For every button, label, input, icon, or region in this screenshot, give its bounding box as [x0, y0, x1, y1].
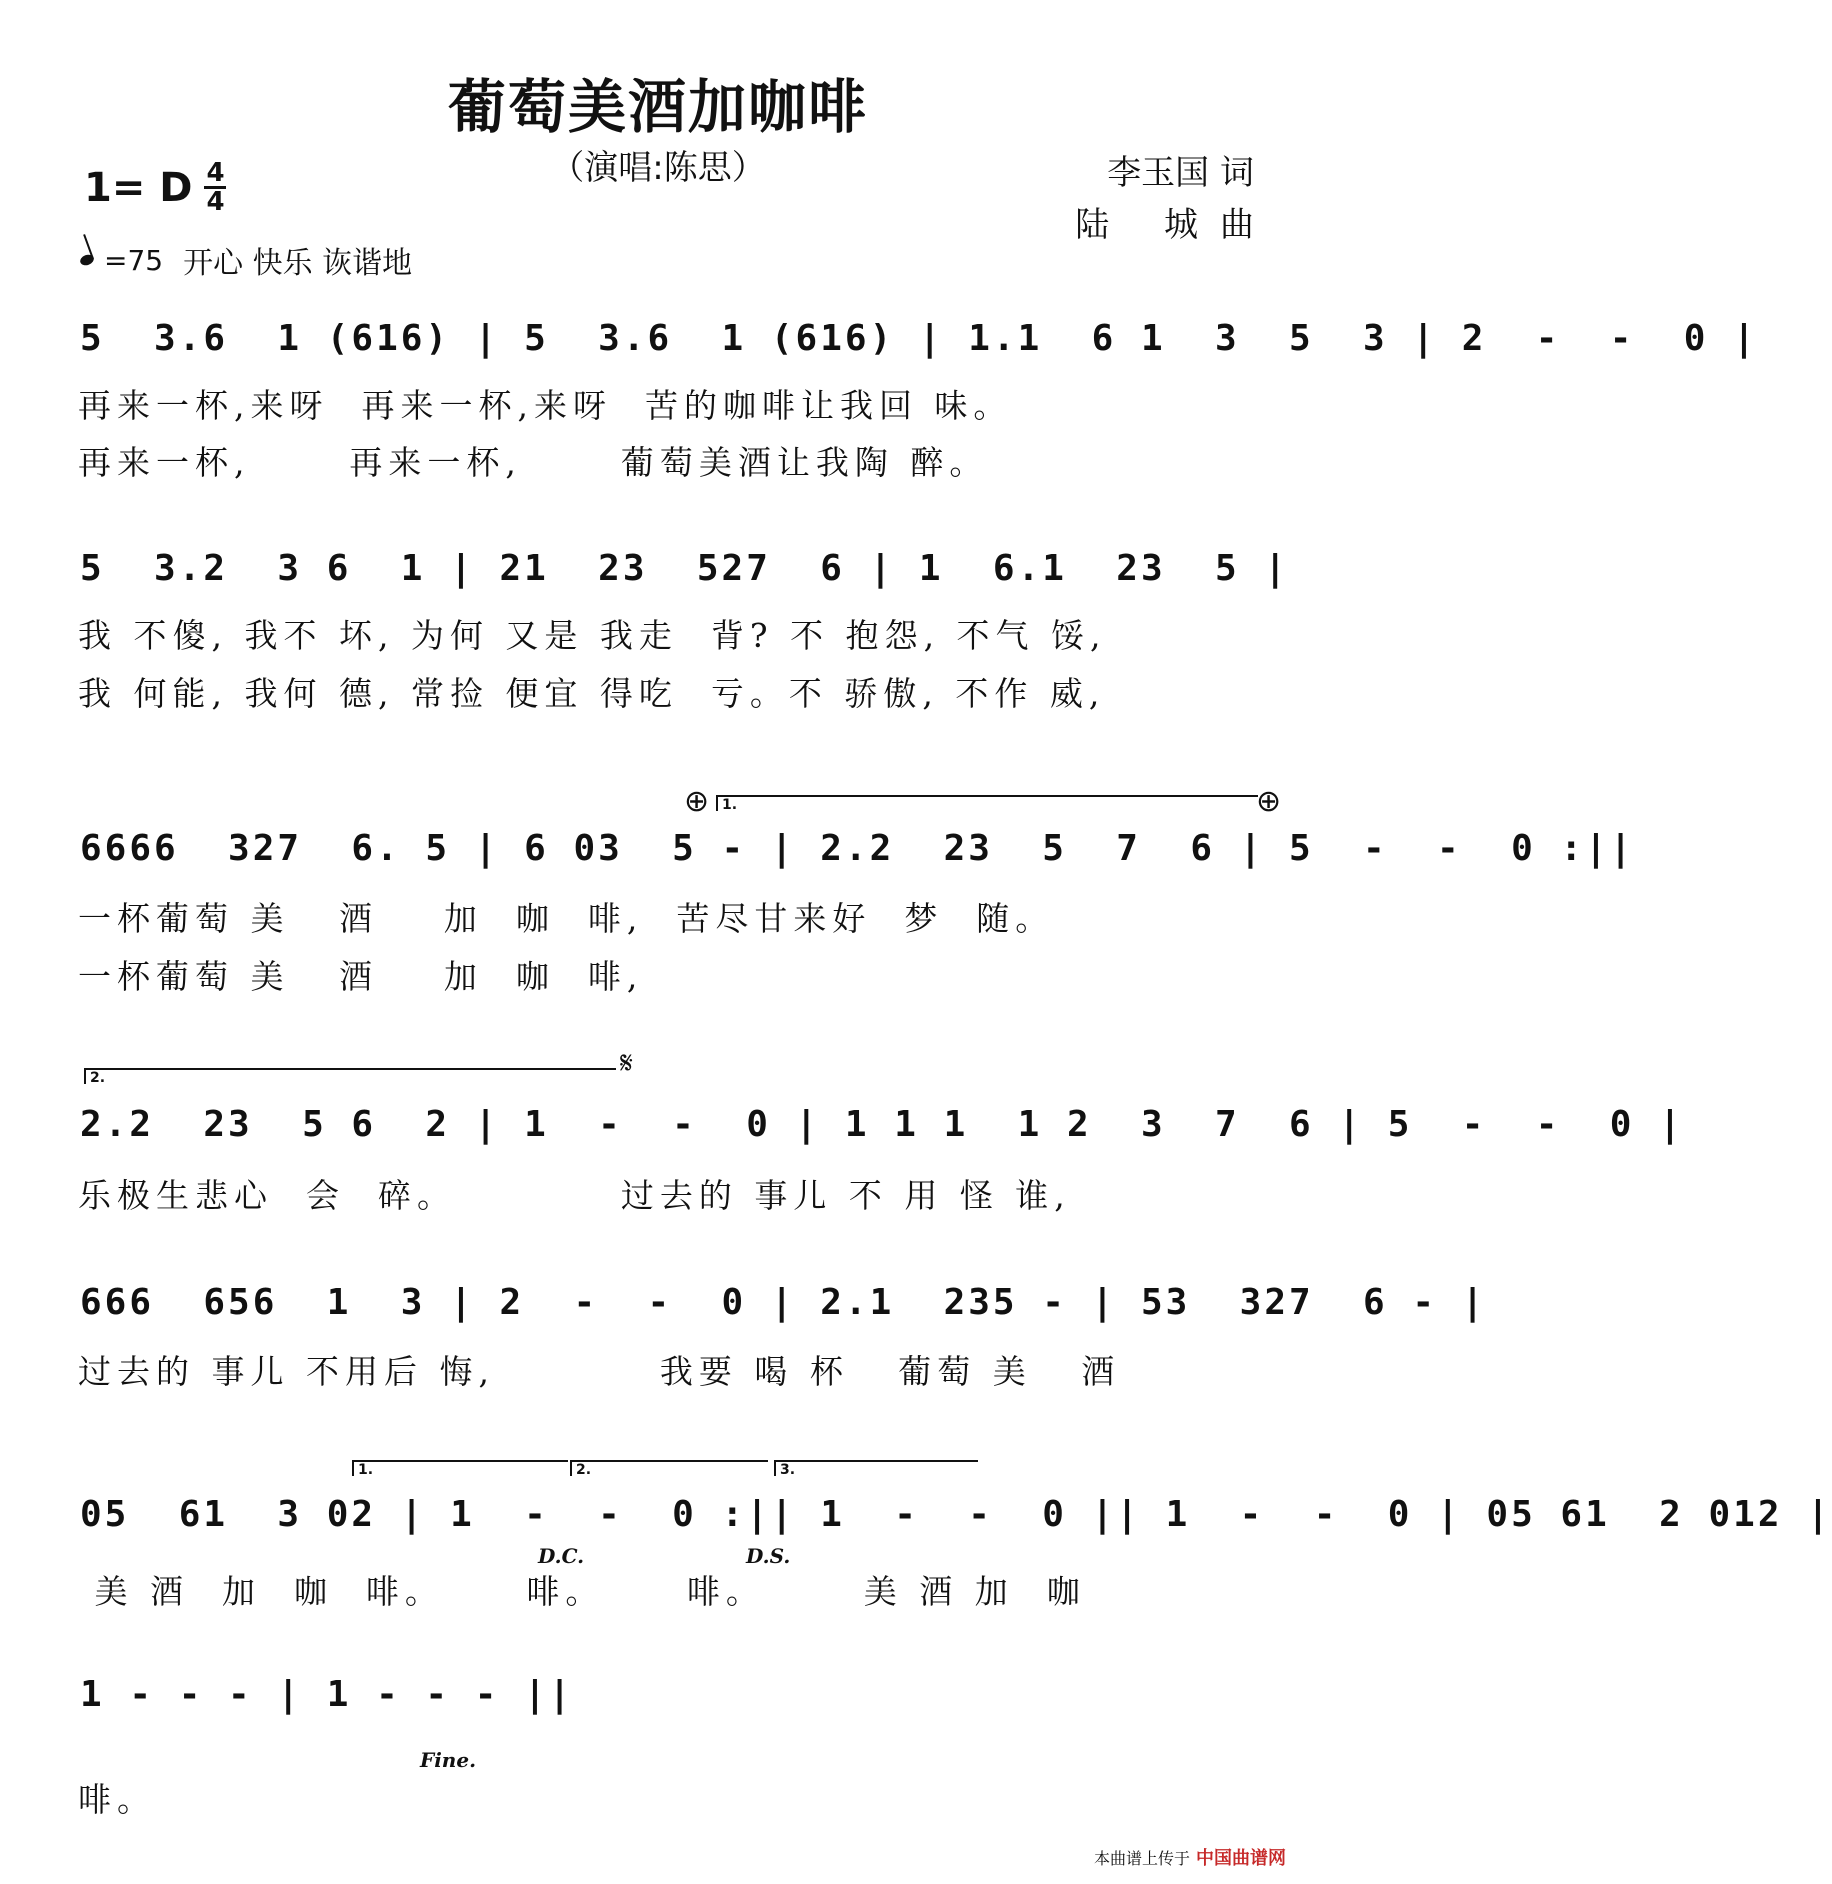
- time-bottom: 4: [206, 187, 225, 217]
- first-ending-bracket: 1.: [716, 795, 1258, 811]
- dc-marking: D.C.: [538, 1544, 585, 1568]
- notation-row-6: 05 61 3 02 | 1 - - 0 :|| 1 - - 0 || 1 - - 0 | 05 61 2 012 |: [80, 1494, 1832, 1535]
- notation-row-3: 6666 327 6. 5 | 6 03 5 - | 2.2 23 5 7 6 | 5 - - 0 :||: [80, 828, 1635, 869]
- lyric-row-2-verse-1: 我 不傻, 我不 坏, 为何 又是 我走 背? 不 抱怨, 不气 馁,: [78, 616, 1107, 655]
- tempo-value: =75: [104, 243, 164, 277]
- lyric-row-1-verse-2: 再来一杯, 再来一杯, 葡萄美酒让我陶 醉。: [78, 443, 989, 482]
- ending-bracket-3: 3.: [774, 1460, 978, 1476]
- lyric-row-2-verse-2: 我 何能, 我何 德, 常捡 便宜 得吃 亏。不 骄傲, 不作 威,: [78, 674, 1106, 713]
- quarter-note-icon: [79, 253, 96, 267]
- coda-sign-left: ⊕: [684, 784, 710, 819]
- second-ending-bracket: 2.: [84, 1068, 616, 1084]
- fine-marking: Fine.: [420, 1748, 477, 1772]
- expression-mark: 开心 快乐 诙谐地: [183, 246, 413, 281]
- composer: 陆 城曲: [1075, 205, 1276, 245]
- ending-bracket-1: 1.: [352, 1460, 568, 1476]
- site-brand[interactable]: 中国曲谱网: [1196, 1848, 1286, 1869]
- lyric-row-4: 乐极生悲心 会 碎。 过去的 事儿 不 用 怪 谁,: [78, 1176, 1071, 1215]
- lyric-row-6: 美 酒 加 咖 啡。 啡。 啡。 美 酒 加 咖: [78, 1572, 1086, 1611]
- lyric-row-3-verse-1: 一杯葡萄 美 酒 加 咖 啡, 苦尽甘来好 梦 随。: [78, 899, 1055, 938]
- key-signature: [84, 160, 226, 215]
- lyric-row-1-verse-1: 再来一杯,来呀 再来一杯,来呀 苦的咖啡让我回 味。: [78, 386, 1013, 425]
- notation-row-4: 2.2 23 5 6 2 | 1 - - 0 | 1 1 1 1 2 3 7 6 | 5 - - 0 |: [80, 1104, 1684, 1145]
- coda-sign-right: ⊕: [1256, 784, 1282, 819]
- segno-sign: 𝄋: [620, 1046, 633, 1081]
- ds-marking: D.S.: [746, 1544, 791, 1568]
- notation-row-2: 5 3.2 3 6 1 | 21 23 527 6 | 1 6.1 23 5 |: [80, 548, 1290, 589]
- time-signature: [204, 160, 226, 215]
- lyric-row-5: 过去的 事儿 不用后 悔, 我要 喝 杯 葡萄 美 酒: [78, 1352, 1121, 1391]
- site-footer: [1094, 1844, 1286, 1870]
- lyricist: 李玉国 词: [1107, 153, 1254, 193]
- notation-row-1: 5 3.6 1 (616) | 5 3.6 1 (616) | 1.1 6 1 3 5 3 | 2 - - 0 |: [80, 318, 1758, 359]
- performer: （演唱:陈思）: [550, 148, 766, 188]
- notation-row-7: 1 - - - | 1 - - - ||: [80, 1674, 574, 1715]
- lyric-row-7: 啡。: [78, 1780, 156, 1819]
- song-title: 葡萄美酒加咖啡: [447, 73, 868, 141]
- tempo-marking: [80, 238, 412, 282]
- notation-row-5: 666 656 1 3 | 2 - - 0 | 2.1 235 - | 53 327 6 - |: [80, 1282, 1487, 1323]
- upload-note: 本曲谱上传于: [1093, 1848, 1190, 1868]
- lyric-row-3-verse-2: 一杯葡萄 美 酒 加 咖 啡,: [78, 957, 644, 996]
- key-label: 1= D: [84, 164, 193, 211]
- ending-bracket-2: 2.: [570, 1460, 768, 1476]
- time-top: 4: [206, 158, 225, 188]
